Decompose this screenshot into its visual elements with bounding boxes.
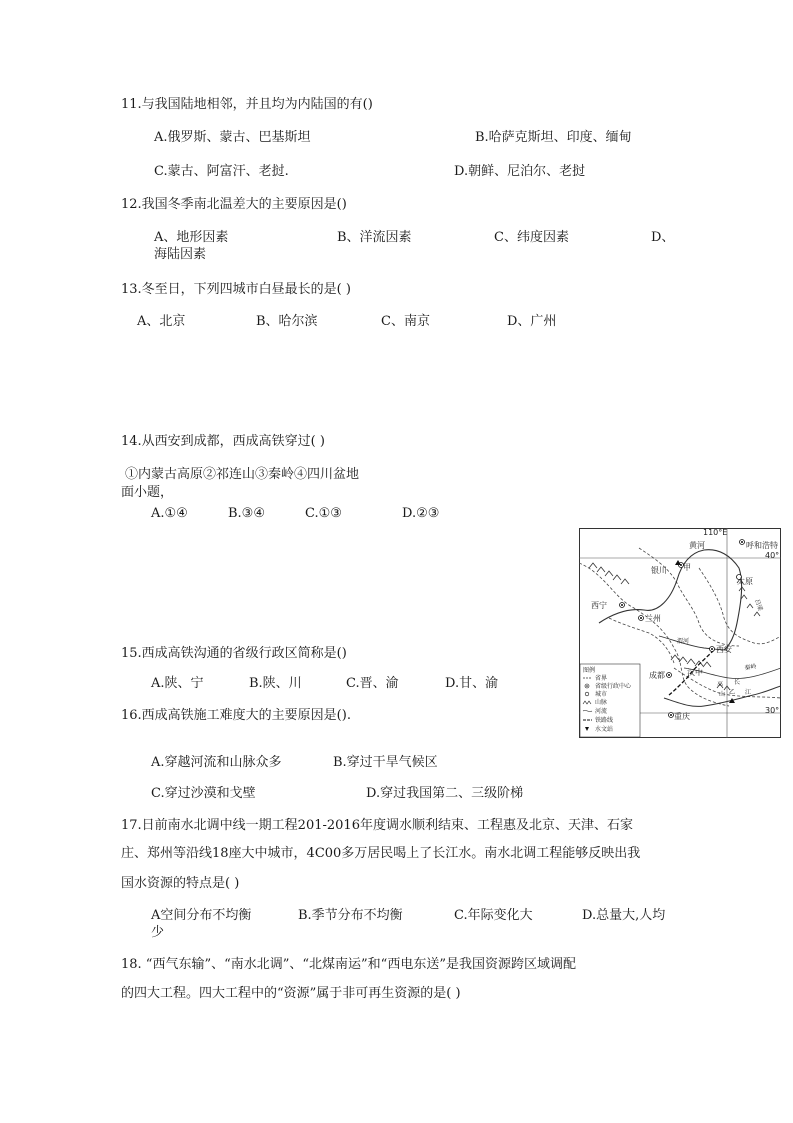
q18-line-1: 18. “西气东输”、“南水北调”、“北煤南运”和“西电东送”是我国资源跨区域调配 [121, 957, 576, 972]
q15-option-a: A.陕、宁 [151, 676, 204, 691]
q14-stem: 14.从西安到成都，西成高铁穿过( ) [121, 434, 325, 449]
map-label-weihe: 渭河 [677, 638, 690, 645]
q13-option-c: C、南京 [381, 314, 430, 329]
q12-option-b: B、洋流因素 [337, 230, 412, 245]
map-label-taiyuan: 太原 [737, 577, 753, 586]
q17-option-c: C.年际变化大 [454, 908, 533, 923]
q17-option-d-cont: 少 [151, 925, 165, 940]
q14-option-d: D.②③ [402, 506, 440, 521]
map-label-xian: 西安 [716, 645, 732, 654]
xicheng-railway-map [579, 528, 781, 738]
q11-option-c: C.蒙古、阿富汗、老挝. [154, 164, 289, 179]
map-label-huhehaote: 呼和浩特 [746, 541, 778, 550]
q17-line-1: 17.日前南水北调中线一期工程201-2016年度调水顺利结束、工程惠及北京、天津、石家 [121, 818, 633, 833]
map-label-chengdu: 成都 [649, 671, 665, 680]
legend-boundary: 省界 [595, 675, 608, 682]
q12-option-a: A、地形因素 [154, 230, 229, 245]
map-label-lanzhou: 兰州 [645, 614, 661, 623]
legend-capital: 省级行政中心 [595, 683, 632, 690]
q14-tail: 面小题， [121, 485, 174, 500]
q18-line-2: 的四大工程。四大工程中的“资源”属于非可再生资源的是( ) [121, 986, 461, 1001]
q17-line-3: 国水资源的特点是( ) [121, 876, 240, 891]
q12-stem: 12.我国冬季南北温差大的主要原因是() [121, 197, 347, 212]
q16-option-d: D.穿过我国第二、三级阶梯 [366, 786, 524, 801]
legend-title: 图例 [583, 667, 596, 674]
q14-option-b: B.③④ [228, 506, 265, 521]
q17-option-b: B.季节分布不均衡 [298, 908, 403, 923]
q11-stem: 11.与我国陆地相邻，并且均为内陆国的有() [121, 97, 373, 112]
q15-stem: 15.西成高铁沟通的省级行政区简称是() [121, 646, 347, 661]
map-longitude-label: 110°E [703, 528, 728, 537]
q14-option-c: C.①③ [305, 506, 342, 521]
legend-mountain: 山脉 [595, 699, 608, 706]
legend-railway: 铁路线 [595, 717, 614, 724]
map-label-qinling: 秦岭 [744, 662, 758, 672]
q12-option-d: D、 [651, 230, 675, 245]
map-lat-top-label: 40° [765, 551, 780, 560]
q12-option-d-text: 海陆因素 [154, 247, 207, 262]
q12-option-c: C、纬度因素 [494, 230, 569, 245]
map-label-hanzhong: 汉中 [687, 668, 703, 677]
map-label-jia: 甲 [683, 563, 691, 572]
q11-option-a: A.俄罗斯、蒙古、巴基斯坦 [154, 130, 311, 145]
legend-city: 城市 [595, 691, 608, 698]
q13-option-a: A、北京 [137, 314, 186, 329]
q15-option-b: B.陕、川 [249, 676, 302, 691]
q16-option-a: A.穿越河流和山脉众多 [151, 755, 282, 770]
map-lat-bottom-label: 30° [765, 706, 780, 715]
map-label-luliang: 吕梁 [753, 598, 764, 612]
q17-option-d: D.总量大,人均 [582, 908, 666, 923]
q14-option-a: A.①④ [151, 506, 188, 521]
legend-river: 河流 [595, 708, 608, 715]
q15-option-c: C.晋、渝 [346, 676, 399, 691]
q14-items: ①内蒙古高原②祁连山③秦岭④四川盆地 [125, 467, 360, 482]
q16-stem: 16.西成高铁施工难度大的主要原因是(). [121, 708, 351, 723]
q11-option-d: D.朝鲜、尼泊尔、老挝 [454, 164, 586, 179]
map-label-yinchuan: 银川 [651, 566, 667, 575]
q15-option-d: D.甘、渝 [445, 676, 499, 691]
map-label-shan: 山 [719, 691, 726, 698]
q11-option-b: B.哈萨克斯坦、印度、缅甸 [475, 130, 632, 145]
map-label-wu: 巫 [717, 681, 724, 688]
map-label-huanghe: 黄河 [689, 541, 705, 550]
q16-option-c: C.穿过沙漠和戈壁 [151, 786, 256, 801]
legend-station: 水文站 [595, 726, 614, 733]
q13-option-d: D、广州 [507, 314, 557, 329]
q17-line-2: 庄、郑州等沿线18座大中城市，4C00多万居民喝上了长江水。南水北调工程能够反映出我 [121, 846, 641, 861]
map-label-chang: 长 [734, 679, 741, 686]
map-label-jiang: 江 [745, 689, 752, 696]
q16-option-b: B.穿过干旱气候区 [333, 755, 438, 770]
q13-option-b: B、哈尔滨 [256, 314, 318, 329]
map-label-xining: 西宁 [591, 601, 607, 610]
map-label-yi: 乙 [729, 689, 736, 696]
q13-stem: 13.冬至日，下列四城市白昼最长的是( ) [121, 282, 351, 297]
q17-option-a: A空间分布不均衡 [151, 908, 252, 923]
map-label-chongqing: 重庆 [674, 712, 690, 721]
